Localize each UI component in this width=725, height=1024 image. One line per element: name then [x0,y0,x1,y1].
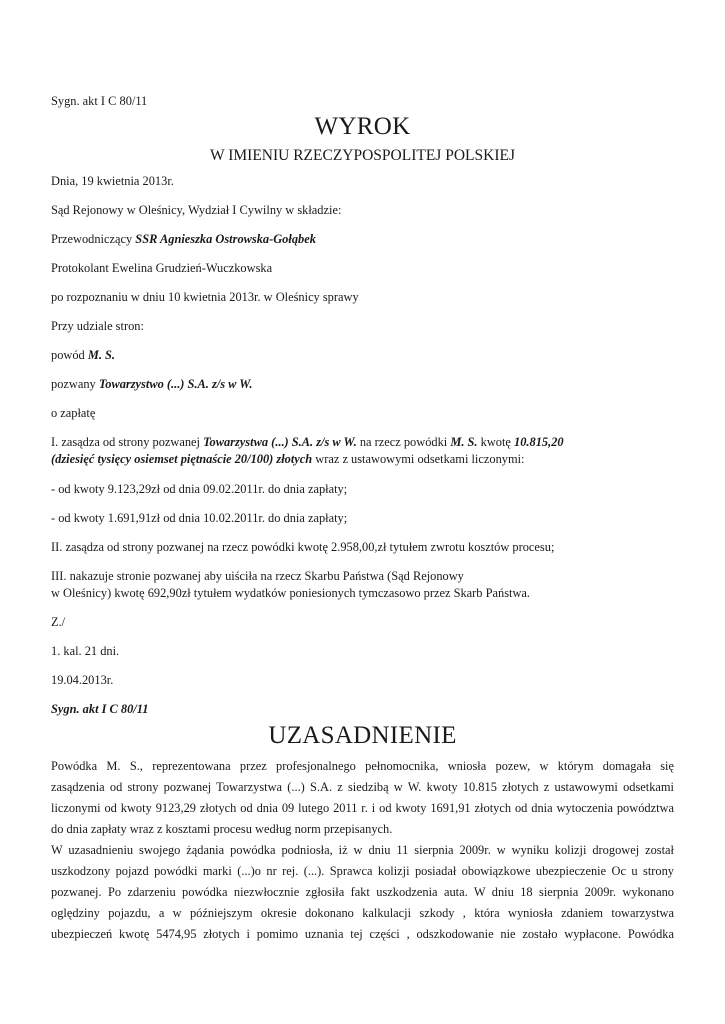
ruling-point-3-line-2: w Oleśnicy) kwotę 692,90zł tytułem wydatków poniesionych tymczasowo przez Skarb Państwa. [51,586,530,600]
defendant-name: Towarzystwo (...) S.A. z/s w W. [98,377,253,391]
court-composition: Sąd Rejonowy w Oleśnicy, Wydział I Cywilny w składzie: [51,203,342,217]
judgment-title: WYROK [314,113,411,140]
paragraph-line: oględziny pojazdu, a w późniejszym okresie dokonano kalkulacji szkody , która wyniosła zdaniem towarzystwa [51,906,674,920]
parties-intro: Przy udziale stron: [51,319,144,333]
court-clerk: Protokolant Ewelina Grudzień-Wuczkowska [51,261,273,275]
justification-title: UZASADNIENIE [268,722,457,749]
ruling-1-text-a: I. zasądza od strony pozwanej [51,435,204,449]
ruling-1-text-c: na rzecz powódki [356,435,451,449]
plaintiff-name: M. S. [87,348,116,362]
paragraph-line: zasądzenia od strony pozwanej Towarzystwa (...) S.A. z siedzibą w W. kwoty 10.815 złotych z ustawowymi odsetkami [51,780,674,794]
ruling-1-text-e: kwotę [477,435,515,449]
z-mark: Z./ [51,615,66,629]
presiding-label: Przewodniczący [51,232,136,246]
interest-line-1: - od kwoty 9.123,29zł od dnia 09.02.2011r. do dnia zapłaty; [51,482,348,496]
case-signature: Sygn. akt I C 80/11 [51,94,148,108]
presiding-name: SSR Agnieszka Ostrowska-Gołąbek [135,232,316,246]
ruling-point-2: II. zasądza od strony pozwanej na rzecz powódki kwotę 2.958,00,zł tytułem zwrotu kosztów procesu; [51,540,555,554]
ruling-1-defendant: Towarzystwa (...) S.A. z/s w W. [203,435,357,449]
hearing-info: po rozpoznaniu w dniu 10 kwietnia 2013r. w Oleśnicy sprawy [51,290,359,304]
paragraph-line: Powódka M. S., reprezentowana przez profesjonalnego pełnomocnika, wniosła pozew, w którym domagała się [51,759,674,773]
ruling-1-text-h: wraz z ustawowymi odsetkami liczonymi: [312,452,525,466]
ruling-1-amount: 10.815,20 [514,435,564,449]
case-signature-bottom: Sygn. akt I C 80/11 [51,702,149,716]
ruling-point-3-line-1: III. nakazuje stronie pozwanej aby uiściła na rzecz Skarbu Państwa (Sąd Rejonowy [51,569,464,583]
justification-paragraph-1 [51,756,674,840]
justification-paragraph-2 [51,840,674,945]
interest-line-2: - od kwoty 1.691,91zł od dnia 10.02.2011r. do dnia zapłaty; [51,511,348,525]
calendar-note: 1. kal. 21 dni. [51,644,120,658]
case-subject: o zapłatę [51,406,96,420]
paragraph-line: do dnia zapłaty wraz z kosztami procesu według norm przepisanych. [51,822,393,836]
defendant-label: pozwany [51,377,99,391]
ruling-1-amount-words: (dziesięć tysięcy osiemset piętnaście 20/100) złotych [51,452,313,466]
note-date: 19.04.2013r. [51,673,114,687]
ruling-point-1-line-2 [51,451,524,467]
presiding-judge [51,231,316,247]
ruling-point-1-line-1 [51,434,564,450]
paragraph-line: pozwanej. Po zdarzeniu powódka niezwłocznie zgłosiła fakt uszkodzenia auta. W dniu 18 sierpnia 2009r. wykonano [51,885,674,899]
judgment-subtitle: W IMIENIU RZECZYPOSPOLITEJ POLSKIEJ [210,147,515,164]
paragraph-line: W uzasadnieniu swojego żądania powódka podniosła, iż w dniu 11 sierpnia 2009r. w wyniku kolizji drogowej został [51,843,674,857]
paragraph-line: liczonymi od kwoty 9123,29 złotych od dnia 09 lutego 2011 r. i od kwoty 1691,91 złotych od dnia wytoczenia powództwa [51,801,674,815]
paragraph-line: uszkodzony pojazd powódki marki (...)o nr rej. (...). Sprawca kolizji posiadał obowiązkowe ubezpieczenie Oc u strony [51,864,674,878]
judgment-date: Dnia, 19 kwietnia 2013r. [51,174,174,188]
plaintiff-label: powód [51,348,88,362]
plaintiff-line [51,347,115,363]
ruling-1-plaintiff: M. S. [450,435,478,449]
paragraph-line: ubezpieczeń kwotę 5474,95 złotych i pomimo uznania tej części , odszkodowanie nie zostało wypłacone. Powódka [51,927,674,941]
defendant-line [51,376,253,392]
